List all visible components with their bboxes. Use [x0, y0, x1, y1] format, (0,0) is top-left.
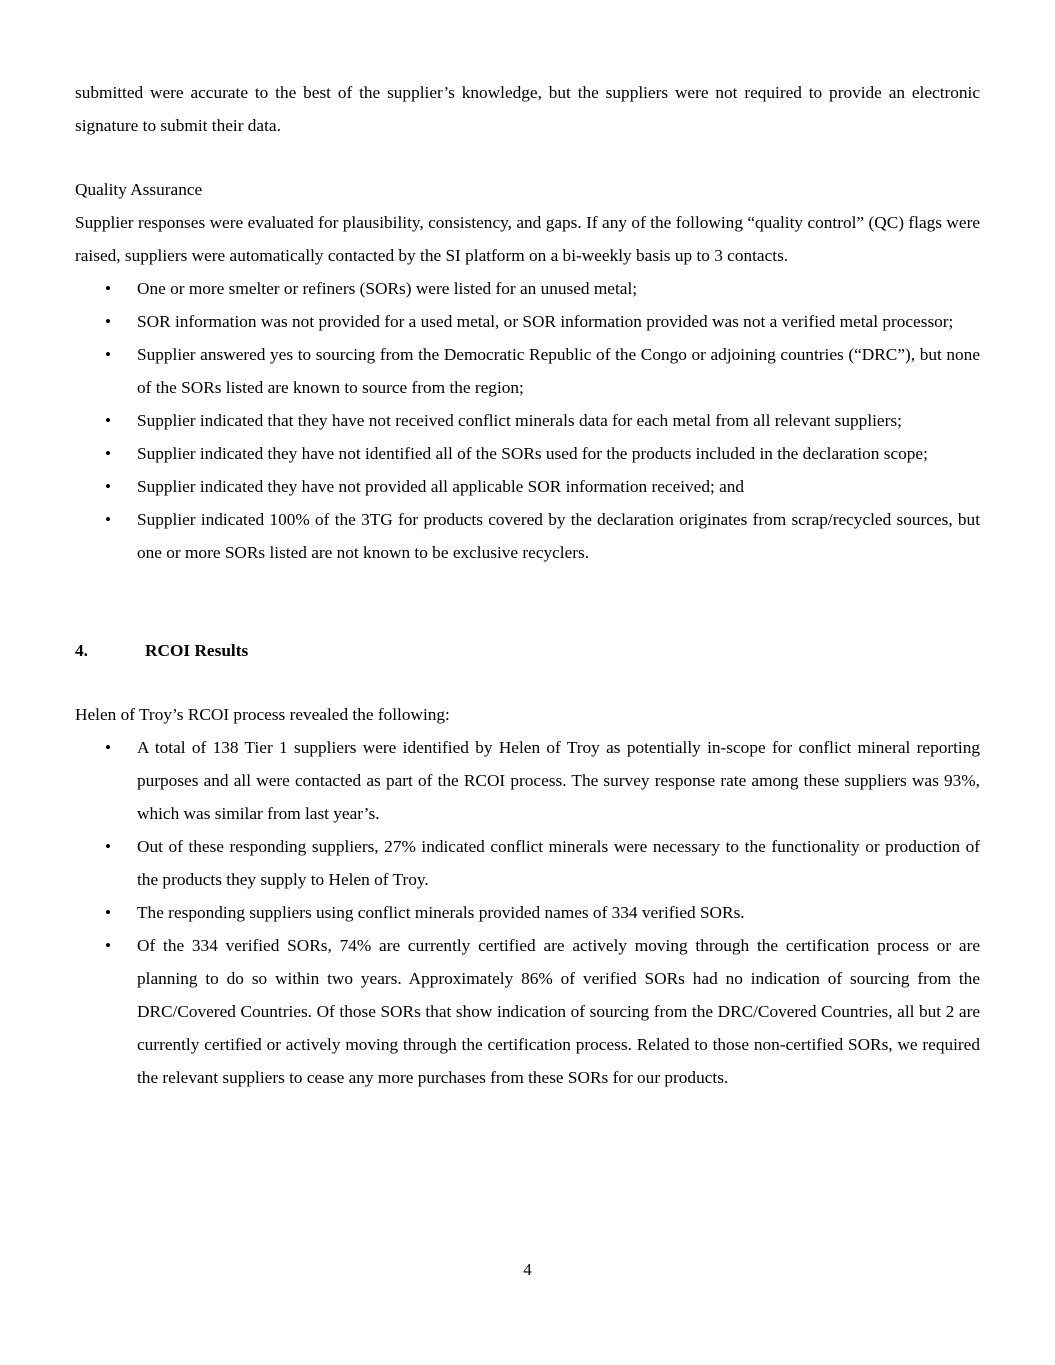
list-item: • SOR information was not provided for a used metal, or SOR information provided was not a verified metal processor; — [75, 305, 980, 338]
bullet-icon: • — [105, 312, 112, 331]
list-item: • Supplier indicated 100% of the 3TG for products covered by the declaration originates from scrap/recycled sources, but one or more SORs listed are not known to be exclusive recyclers. — [75, 503, 980, 569]
bullet-icon: • — [105, 345, 112, 364]
list-item: • Supplier indicated they have not provided all applicable SOR information received; and — [75, 470, 980, 503]
page-number: 4 — [523, 1260, 532, 1279]
rcoi-results-list — [75, 731, 980, 1094]
intro-paragraph: submitted were accurate to the best of the supplier’s knowledge, but the suppliers were not required to provide an electronic signature to submit their data. — [75, 83, 980, 135]
bullet-icon: • — [105, 510, 112, 529]
list-item: • Of the 334 verified SORs, 74% are currently certified are actively moving through the certification process or are planning to do so within two years. Approximately 86% of verified SORs had no indication of sourcing from the DRC/Covered Countries. Of those SORs that show indication of sourcing from the DRC/Covered Countries, all but 2 are currently certified or actively moving through the certification process. Related to those non-certified SORs, we required the relevant suppliers to cease any more purchases from these SORs for our products. — [75, 929, 980, 1094]
section-number: 4. — [75, 641, 88, 660]
list-item: • Supplier answered yes to sourcing from the Democratic Republic of the Congo or adjoining countries (“DRC”), but none of the SORs listed are known to source from the region; — [75, 338, 980, 404]
section-title: RCOI Results — [145, 641, 249, 660]
section-heading — [75, 634, 980, 667]
bullet-icon: • — [105, 444, 112, 463]
bullet-icon: • — [105, 477, 112, 496]
bullet-icon: • — [105, 411, 112, 430]
bullet-icon: • — [105, 279, 112, 298]
section-intro: Helen of Troy’s RCOI process revealed the following: — [75, 705, 450, 724]
document-page — [75, 76, 980, 1094]
quality-assurance-paragraph: Supplier responses were evaluated for plausibility, consistency, and gaps. If any of the following “quality control” (QC) flags were raised, suppliers were automatically contacted by the SI platform on a bi-weekly basis up to 3 contacts. — [75, 213, 980, 265]
bullet-icon: • — [105, 738, 112, 757]
bullet-icon: • — [105, 936, 112, 955]
bullet-icon: • — [105, 903, 112, 922]
list-item: • Out of these responding suppliers, 27% indicated conflict minerals were necessary to the functionality or production of the products they supply to Helen of Troy. — [75, 830, 980, 896]
list-item: • A total of 138 Tier 1 suppliers were identified by Helen of Troy as potentially in-scope for conflict mineral reporting purposes and all were contacted as part of the RCOI process. The survey response rate among these suppliers was 93%, which was similar from last year’s. — [75, 731, 980, 830]
list-item: • Supplier indicated they have not identified all of the SORs used for the products included in the declaration scope; — [75, 437, 980, 470]
list-item: • The responding suppliers using conflict minerals provided names of 334 verified SORs. — [75, 896, 980, 929]
list-item: • One or more smelter or refiners (SORs) were listed for an unused metal; — [75, 272, 980, 305]
bullet-icon: • — [105, 837, 112, 856]
list-item: • Supplier indicated that they have not received conflict minerals data for each metal from all relevant suppliers; — [75, 404, 980, 437]
qc-flags-list — [75, 272, 980, 569]
quality-assurance-heading: Quality Assurance — [75, 180, 203, 199]
